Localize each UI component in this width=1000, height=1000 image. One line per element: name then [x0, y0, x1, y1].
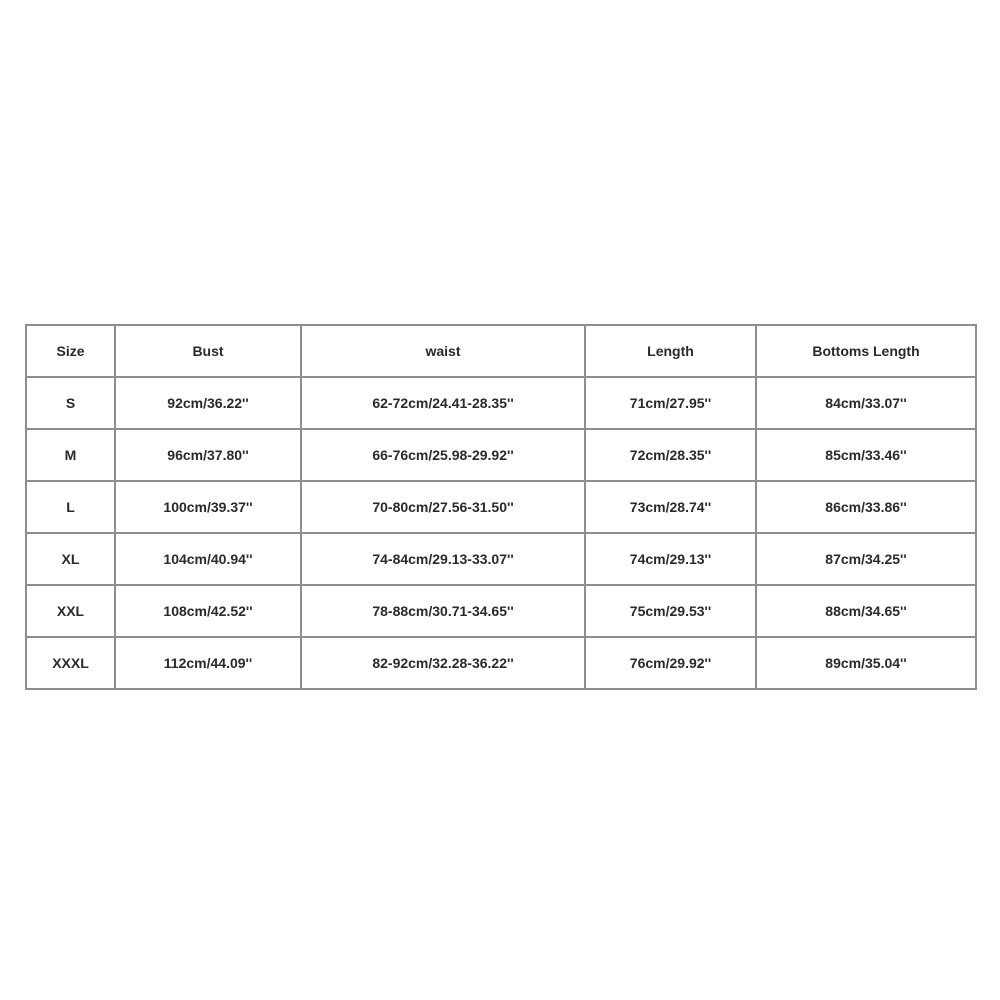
- cell-waist: 74-84cm/29.13-33.07'': [301, 533, 585, 585]
- cell-bust: 108cm/42.52'': [115, 585, 301, 637]
- cell-bust: 96cm/37.80'': [115, 429, 301, 481]
- table-row: [26, 377, 976, 429]
- cell-length: 74cm/29.13'': [585, 533, 756, 585]
- cell-length: 73cm/28.74'': [585, 481, 756, 533]
- cell-bust: 104cm/40.94'': [115, 533, 301, 585]
- cell-size: XXL: [26, 585, 115, 637]
- cell-waist: 70-80cm/27.56-31.50'': [301, 481, 585, 533]
- cell-length: 75cm/29.53'': [585, 585, 756, 637]
- cell-bottoms-length: 85cm/33.46'': [756, 429, 976, 481]
- size-chart-body: [26, 377, 976, 689]
- cell-size: XXXL: [26, 637, 115, 689]
- size-chart-header: [26, 325, 976, 377]
- table-row: [26, 533, 976, 585]
- header-waist: waist: [301, 325, 585, 377]
- header-length: Length: [585, 325, 756, 377]
- cell-bust: 92cm/36.22'': [115, 377, 301, 429]
- size-chart-table: [25, 324, 977, 690]
- cell-bottoms-length: 88cm/34.65'': [756, 585, 976, 637]
- cell-length: 72cm/28.35'': [585, 429, 756, 481]
- header-size: Size: [26, 325, 115, 377]
- cell-size: L: [26, 481, 115, 533]
- cell-waist: 62-72cm/24.41-28.35'': [301, 377, 585, 429]
- cell-length: 76cm/29.92'': [585, 637, 756, 689]
- cell-length: 71cm/27.95'': [585, 377, 756, 429]
- header-row: [26, 325, 976, 377]
- cell-bottoms-length: 84cm/33.07'': [756, 377, 976, 429]
- cell-bottoms-length: 87cm/34.25'': [756, 533, 976, 585]
- cell-bottoms-length: 89cm/35.04'': [756, 637, 976, 689]
- cell-waist: 82-92cm/32.28-36.22'': [301, 637, 585, 689]
- cell-size: M: [26, 429, 115, 481]
- cell-size: XL: [26, 533, 115, 585]
- header-bust: Bust: [115, 325, 301, 377]
- cell-bottoms-length: 86cm/33.86'': [756, 481, 976, 533]
- header-bottoms-length: Bottoms Length: [756, 325, 976, 377]
- cell-waist: 78-88cm/30.71-34.65'': [301, 585, 585, 637]
- cell-size: S: [26, 377, 115, 429]
- table-row: [26, 637, 976, 689]
- table-row: [26, 585, 976, 637]
- cell-waist: 66-76cm/25.98-29.92'': [301, 429, 585, 481]
- cell-bust: 100cm/39.37'': [115, 481, 301, 533]
- table-row: [26, 429, 976, 481]
- table-row: [26, 481, 976, 533]
- cell-bust: 112cm/44.09'': [115, 637, 301, 689]
